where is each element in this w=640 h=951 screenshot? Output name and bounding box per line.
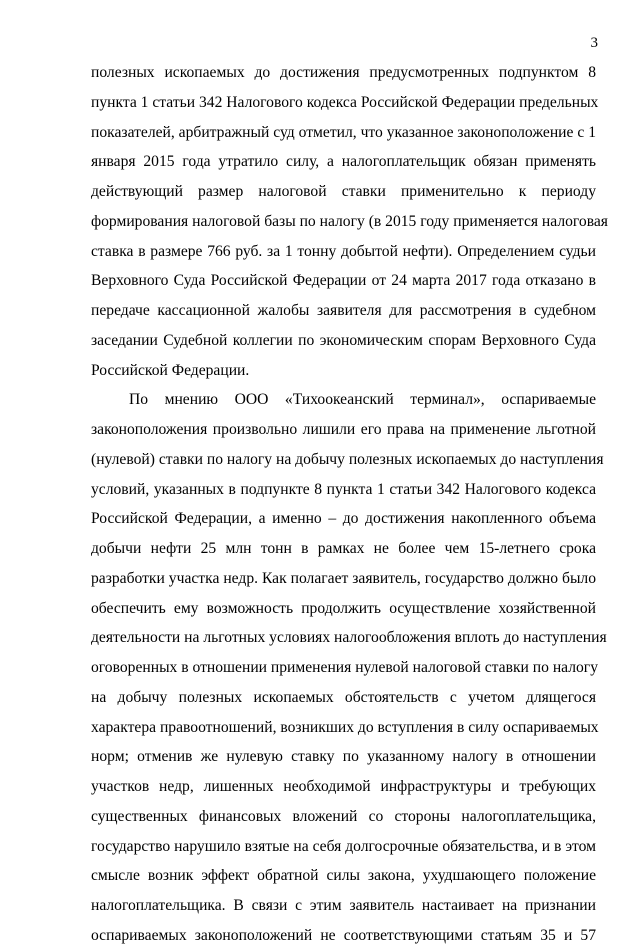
text-line: обеспечить ему возможность продолжить осуществление хозяйственной (91, 599, 596, 617)
text-line: заседании Судебной коллегии по экономическим спорам Верховного Суда (91, 331, 596, 349)
text-line: оспариваемых законоположений не соответствующими статьям 35 и 57 (91, 926, 596, 944)
text-line: действующий размер налоговой ставки применительно к периоду (91, 183, 596, 200)
text-line: разработки участка недр. Как полагает заявитель, государство должно было (91, 569, 596, 587)
text-line: Российской Федерации. (91, 361, 250, 379)
text-line: налогоплательщика. В связи с этим заявитель настаивает на признании (91, 897, 596, 914)
paragraph (91, 385, 607, 950)
text-line: января 2015 года утратило силу, а налогоплательщик обязан применять (91, 153, 596, 171)
text-line: участков недр, лишенных необходимой инфраструктуры и требующих (91, 778, 596, 795)
text-line: пункта 1 статьи 342 Налогового кодекса Российской Федерации предельных (91, 93, 599, 111)
paragraph (91, 58, 608, 385)
text-line: Российской Федерации, а именно – до достижения накопленного объема (91, 510, 596, 528)
text-line: ставка в размере 766 руб. за 1 тонну добытой нефти). Определением судьи (91, 242, 596, 260)
text-line: деятельности на льготных условиях налогообложения вплоть до наступления (91, 629, 607, 647)
text-line: Верховного Суда Российской Федерации от 24 марта 2017 года отказано в (91, 272, 596, 290)
text-line: оговоренных в отношении применения нулевой налоговой ставки по налогу (91, 659, 598, 676)
text-line: передаче кассационной жалобы заявителя для рассмотрения в судебном (91, 302, 596, 319)
text-line: формирования налоговой базы по налогу (в 2015 году применяется налоговая (91, 212, 608, 230)
text-line: показателей, арбитражный суд отметил, что указанное законоположение с 1 (91, 123, 596, 141)
text-line: смысле возник эффект обратной силы закона, ухудшающего положение (91, 867, 596, 885)
text-line: полезных ископаемых до достижения предусмотренных подпунктом 8 (91, 64, 596, 81)
text-line: государство нарушило взятые на себя долгосрочные обязательства, и в этом (91, 837, 596, 855)
page-number: 3 (590, 35, 598, 51)
text-line: По мнению ООО «Тихоокеанский терминал», оспариваемые (129, 391, 596, 409)
text-line: норм; отменив же нулевую ставку по указанному налогу в отношении (91, 748, 596, 766)
document-body (91, 58, 608, 951)
text-line: законоположения произвольно лишили его права на применение льготной (91, 421, 596, 438)
text-line: на добычу полезных ископаемых обстоятельств с учетом длящегося (91, 688, 596, 706)
text-line: характера правоотношений, возникших до вступления в силу оспариваемых (91, 718, 599, 736)
text-line: (нулевой) ставки по налогу на добычу полезных ископаемых до наступления (91, 450, 604, 468)
text-line: существенных финансовых вложений со стороны налогоплательщика, (91, 807, 596, 825)
text-line: условий, указанных в подпункте 8 пункта 1 статьи 342 Налогового кодекса (91, 480, 596, 498)
text-line: добычи нефти 25 млн тонн в рамках не более чем 15-летнего срока (91, 540, 596, 557)
